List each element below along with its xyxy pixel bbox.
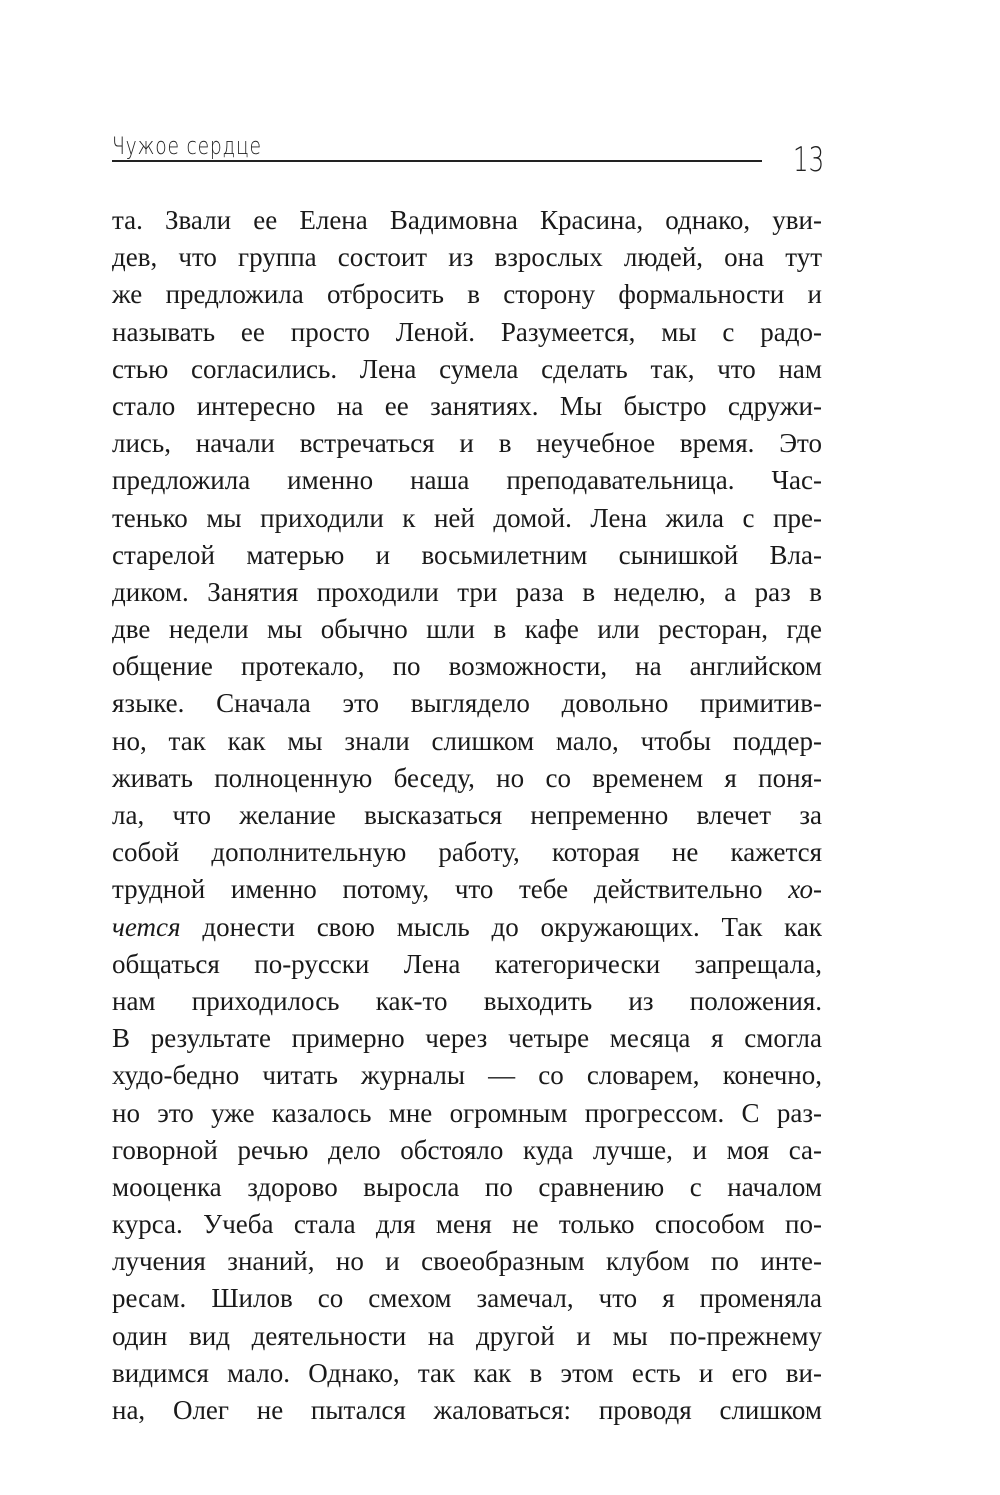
text-span: донести свою мысль до окружающих. Так как xyxy=(180,911,822,942)
text-line: ресам. Шилов со смехом замечал, что я променяла xyxy=(112,1283,822,1314)
text-line: мооценка здорово выросла по сравнению с началом xyxy=(112,1171,822,1202)
running-head xyxy=(112,132,762,172)
text-line: же предложила отбросить в сторону формальности и xyxy=(112,279,822,310)
text-line: худо-бедно читать журналы — со словарем, конечно, xyxy=(112,1060,822,1091)
text-line-with-italic xyxy=(112,871,822,908)
body-text xyxy=(112,202,822,1429)
text-line: дев, что группа состоит из взрослых людей, она тут xyxy=(112,242,822,273)
text-line: В результате примерно через четыре месяца я смогла xyxy=(112,1023,822,1054)
text-line: собой дополнительную работу, которая не кажется xyxy=(112,837,822,868)
italic-text: чется xyxy=(112,911,181,942)
text-line: старелой матерью и восьмилетним сынишкой Вла- xyxy=(112,539,822,570)
text-line: стало интересно на ее занятиях. Мы быстро сдружи- xyxy=(112,390,822,421)
text-line: две недели мы обычно шли в кафе или ресторан, где xyxy=(112,614,822,645)
text-line: общаться по-русски Лена категорически запрещала, xyxy=(112,948,822,979)
text-line: ла, что желание высказаться непременно влечет за xyxy=(112,800,822,830)
text-line: называть ее просто Леной. Разумеется, мы с радо- xyxy=(112,316,822,347)
text-line: общение протекало, по возможности, на английском xyxy=(112,651,822,682)
text-span: трудной именно потому, что тебе действительно xyxy=(112,874,789,905)
text-line: языке. Сначала это выглядело довольно примитив- xyxy=(112,688,822,719)
text-line: лучения знаний, но и своеобразным клубом по инте- xyxy=(112,1246,822,1277)
text-line: но это уже казалось мне огромным прогрессом. С раз- xyxy=(112,1097,822,1128)
text-line: диком. Занятия проходили три раза в неделю, а раз в xyxy=(112,576,822,607)
text-line: на, Олег не пытался жаловаться: проводя слишком xyxy=(112,1395,822,1425)
text-line: говорной речью дело обстояло куда лучше, и моя са- xyxy=(112,1134,822,1165)
text-line-with-italic xyxy=(112,909,822,946)
text-line: видимся мало. Однако, так как в этом есть и его ви- xyxy=(112,1357,822,1388)
header-rule xyxy=(112,160,762,162)
text-line: один вид деятельности на другой и мы по-прежнему xyxy=(112,1320,822,1351)
text-line: та. Звали ее Елена Вадимовна Красина, однако, уви- xyxy=(112,205,822,235)
text-line: предложила именно наша преподавательница. Час- xyxy=(112,465,822,496)
book-title: Чужое сердце xyxy=(112,132,262,160)
page-number: 13 xyxy=(793,140,825,180)
text-line: нам приходилось как-то выходить из положения. xyxy=(112,985,822,1016)
text-line: тенько мы приходили к ней домой. Лена жила с пре- xyxy=(112,502,822,533)
text-line: лись, начали встречаться и в неучебное время. Это xyxy=(112,428,822,459)
italic-text: хо- xyxy=(788,874,822,905)
text-line: живать полноценную беседу, но со временем я поня- xyxy=(112,762,822,793)
text-line: стью согласились. Лена сумела сделать так, что нам xyxy=(112,353,822,384)
text-line: но, так как мы знали слишком мало, чтобы поддер- xyxy=(112,725,822,756)
text-line: курса. Учеба стала для меня не только способом по- xyxy=(112,1209,822,1240)
